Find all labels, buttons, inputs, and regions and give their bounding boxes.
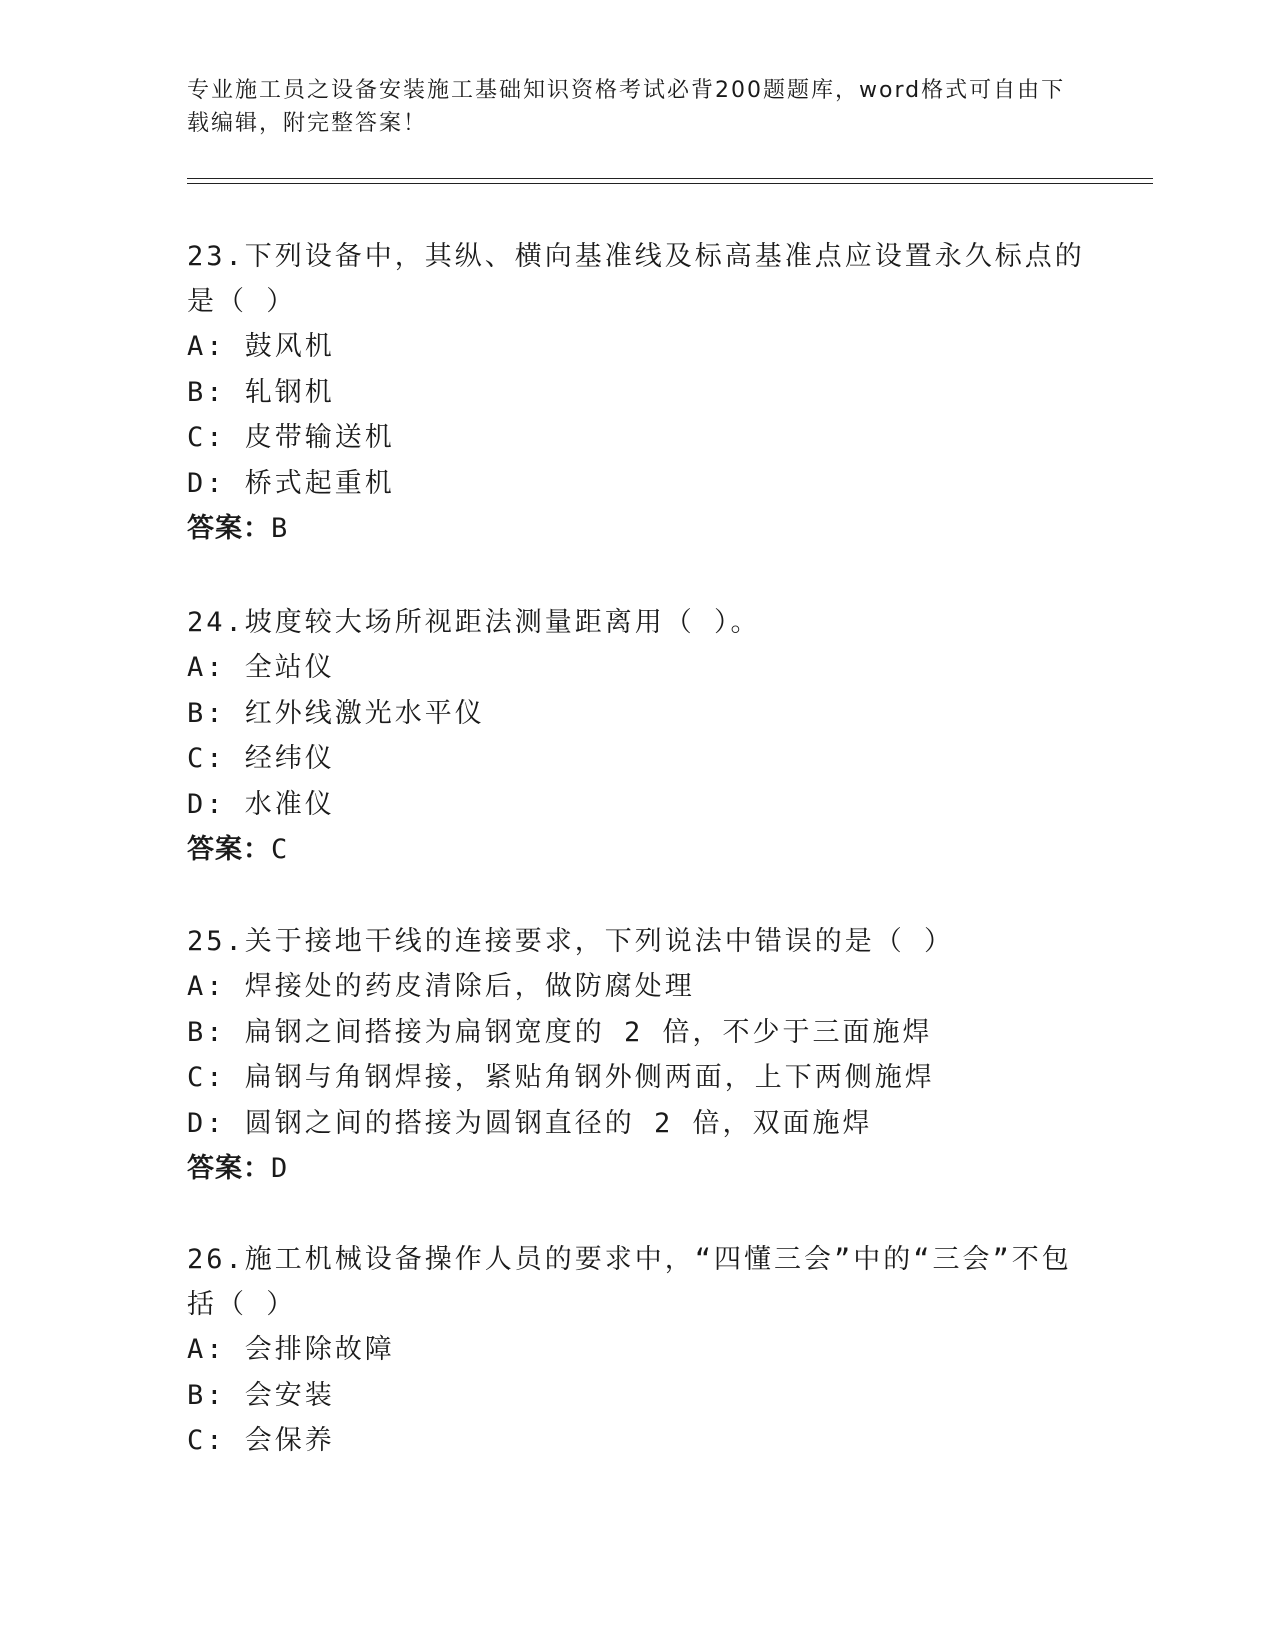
question-25 [187, 919, 1087, 1191]
answer-value: D [271, 1153, 289, 1184]
option-b: B: 扁钢之间搭接为扁钢宽度的 2 倍，不少于三面施焊 [187, 1016, 933, 1048]
answer-label: 答案： [187, 513, 271, 544]
answer-line [187, 506, 1087, 551]
option-c: C: 扁钢与角钢焊接，紧贴角钢外侧两面，上下两侧施焊 [187, 1062, 935, 1093]
option-a: A: 会排除故障 [187, 1334, 395, 1365]
question-24 [187, 600, 1087, 872]
option-a: A: 鼓风机 [187, 331, 335, 362]
question-23 [187, 234, 1087, 551]
answer-label: 答案： [187, 834, 271, 865]
answer-value: B [271, 513, 289, 544]
option-b: B: 轧钢机 [187, 376, 335, 408]
answer-value: C [271, 834, 289, 865]
option-d: D: 水准仪 [187, 788, 335, 820]
header-rule-top [187, 178, 1153, 179]
header-rule-bottom [187, 183, 1153, 184]
answer-label: 答案： [187, 1153, 271, 1184]
document-header: 专业施工员之设备安装施工基础知识资格考试必背200题题库，word格式可自由下载编辑，附完整答案！ [187, 78, 1066, 136]
question-stem: 26.施工机械设备操作人员的要求中，“四懂三会”中的“三会”不包括（ ） [187, 1244, 1072, 1320]
option-b: B: 会安装 [187, 1379, 335, 1411]
question-26 [187, 1237, 1087, 1464]
option-c: C: 会保养 [187, 1425, 335, 1456]
option-b: B: 红外线激光水平仪 [187, 697, 485, 729]
option-d: D: 桥式起重机 [187, 467, 395, 499]
question-stem: 25.关于接地干线的连接要求，下列说法中错误的是（ ） [187, 926, 955, 957]
question-stem: 24.坡度较大场所视距法测量距离用（ ）。 [187, 607, 761, 638]
option-a: A: 焊接处的药皮清除后，做防腐处理 [187, 971, 695, 1002]
answer-line [187, 827, 1087, 872]
option-a: A: 全站仪 [187, 652, 335, 683]
option-c: C: 皮带输送机 [187, 422, 395, 453]
option-c: C: 经纬仪 [187, 743, 335, 774]
answer-line [187, 1146, 1087, 1191]
option-d: D: 圆钢之间的搭接为圆钢直径的 2 倍，双面施焊 [187, 1107, 873, 1139]
question-stem: 23.下列设备中，其纵、横向基准线及标高基准点应设置永久标点的是（ ） [187, 241, 1085, 317]
